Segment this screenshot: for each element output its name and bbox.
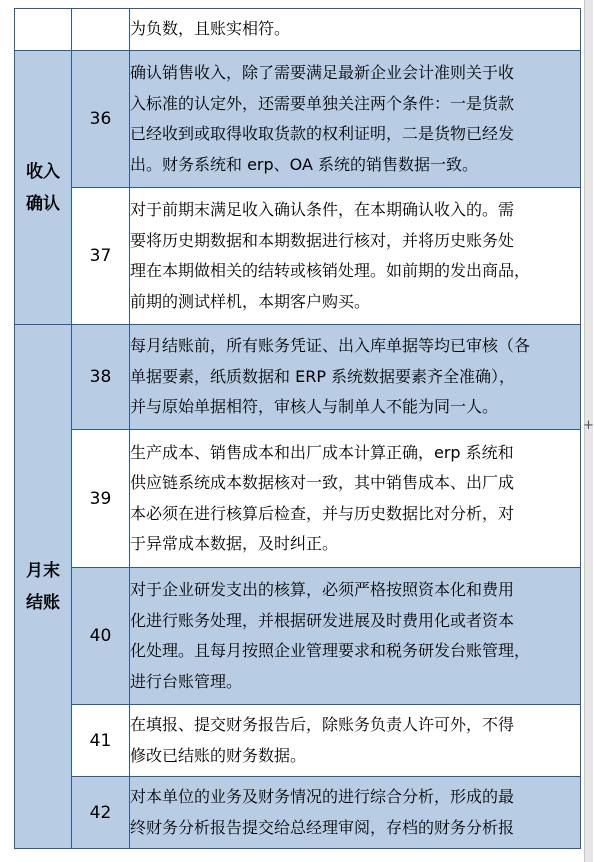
description-text: 为负数，且账实相符。	[130, 19, 291, 39]
row-number-cell[interactable]: 40	[72, 568, 130, 705]
row-number-cell[interactable]: 39	[72, 430, 130, 568]
category-label-line: 结账	[26, 592, 60, 613]
description-text: 生产成本、销售成本和出厂成本计算正确，erp 系统和 供应链系统成本数据核对一致，其中销售成本、出厂成 本必须在进行核算后检查，并与历史数据比对分析，对 于异常成本数据，及时纠正。	[130, 442, 515, 553]
table-row	[15, 188, 581, 325]
table-row	[15, 51, 581, 188]
category-cell-empty[interactable]	[15, 9, 72, 51]
category-cell-revenue[interactable]	[15, 51, 72, 325]
description-text: 对于前期末满足收入确认条件，在本期确认收入的。需 要将历史期数据和本期数据进行核对，并将历史账务处 理在本期做相关的结转或核销处理。如前期的发出商品， 前期的测试样机，本期客户购买。	[130, 200, 531, 311]
category-label-line: 确认	[26, 193, 60, 214]
category-label-line: 月末	[26, 560, 60, 581]
description-cell[interactable]	[130, 188, 581, 325]
row-number-cell[interactable]: 38	[72, 325, 130, 430]
table-row	[15, 777, 581, 849]
description-text: 每月结账前，所有账务凭证、出入库单据等均已审核（各 单据要素，纸质数据和 ERP 系统数据要素齐全准确）， 并与原始单据相符，审核人与制单人不能为同一人。	[130, 336, 531, 417]
checklist-table	[14, 8, 581, 849]
description-cell[interactable]	[130, 9, 581, 51]
description-cell[interactable]	[130, 777, 581, 849]
table-row	[15, 9, 581, 51]
description-text: 对本单位的业务及财务情况的进行综合分析，形成的最 终财务分析报告提交给总经理审阅，存档的财务分析报	[130, 787, 515, 837]
row-number-cell[interactable]: 42	[72, 777, 130, 849]
row-number-cell[interactable]: 36	[72, 51, 130, 188]
category-label-line: 收入	[26, 161, 60, 182]
expand-plus-icon[interactable]: +	[583, 418, 594, 433]
description-text: 在填报、提交财务报告后，除账务负责人许可外，不得 修改已结账的财务数据。	[130, 715, 515, 765]
description-text: 确认销售收入，除了需要满足最新企业会计准则关于收 入标准的认定外，还需要单独关注两个条件：一是货款 已经收到或取得收取货款的权利证明，二是货物已经发 出。财务系统和 erp、OA 系统的销售数据一致。	[130, 63, 515, 174]
row-number-cell[interactable]	[72, 9, 130, 51]
description-cell[interactable]	[130, 325, 581, 430]
description-cell[interactable]	[130, 430, 581, 568]
description-cell[interactable]	[130, 51, 581, 188]
table-row	[15, 325, 581, 430]
table-row	[15, 568, 581, 705]
description-cell[interactable]	[130, 705, 581, 777]
row-number-cell[interactable]: 37	[72, 188, 130, 325]
row-number-cell[interactable]: 41	[72, 705, 130, 777]
table-row	[15, 430, 581, 568]
category-cell-month-end[interactable]	[15, 325, 72, 849]
description-cell[interactable]	[130, 568, 581, 705]
table-row	[15, 705, 581, 777]
description-text: 对于企业研发支出的核算，必须严格按照资本化和费用 化进行账务处理，并根据研发进展及时费用化或者资本 化处理。且每月按照企业管理要求和税务研发台账管理， 进行台账管理。	[130, 580, 531, 691]
